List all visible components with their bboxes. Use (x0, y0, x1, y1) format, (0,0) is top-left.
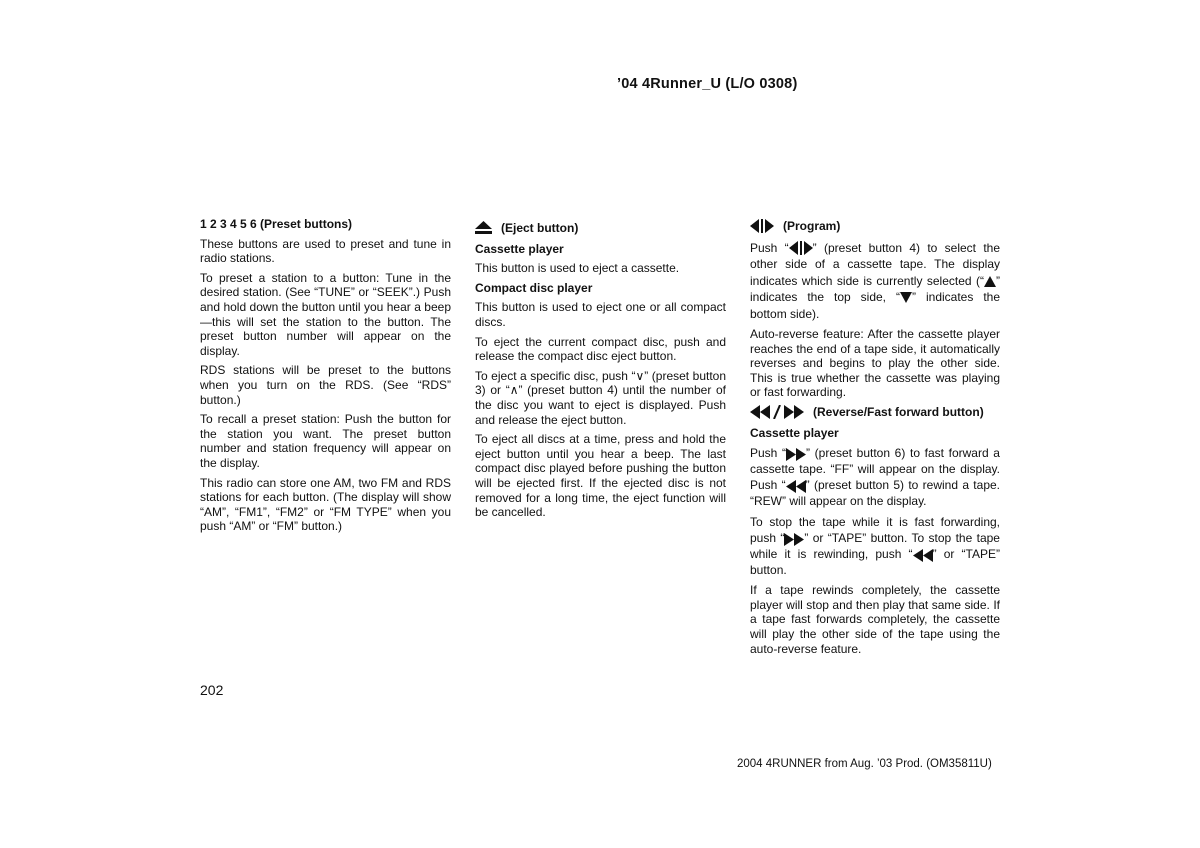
program-icon (750, 219, 774, 233)
triangle-down-icon (900, 292, 912, 303)
paragraph: If a tape rewinds completely, the cassette player will stop and then play that same side. If a tape fast forwards completely, the cassette will play the other side of the tape using the auto-reverse feature. (750, 583, 1000, 656)
paragraph: To stop the tape while it is fast forwarding, push “ ” or “TAPE” button. To stop the tape while it is rewinding, push “ ” or “TAPE” button. (750, 515, 1001, 578)
reverse-heading-label: (Reverse/Fast forward button) (813, 405, 984, 420)
rewind-icon (913, 549, 933, 562)
up-symbol: ∧ (509, 383, 519, 398)
paragraph: This radio can store one AM, two FM and RDS stations for each button. (The display will show “AM”, “FM1”, “FM2” or “FM TYPE” when you push “AM” or “FM” button.) (200, 475, 451, 534)
rewind-icon (786, 480, 806, 493)
cassette-player-subheading: Cassette player (750, 425, 839, 440)
footer: 2004 4RUNNER from Aug. ’03 Prod. (OM35811U) (737, 758, 992, 770)
paragraph: This button is used to eject a cassette. (475, 261, 680, 276)
eject-heading-label: (Eject button) (501, 221, 579, 235)
column-preset-buttons (200, 217, 451, 539)
paragraph: Push “ ” (preset button 4) to select the other side of a cassette tape. The display indicates which side is currently selected (“ ” indicates the top side, “ ” indicates the bottom side). (750, 240, 1000, 321)
running-header: ’04 4Runner_U (L/O 0308) (617, 76, 798, 92)
fast-forward-icon (786, 448, 806, 461)
program-icon (789, 241, 813, 255)
eject-button-heading (475, 221, 726, 236)
paragraph: To eject the current compact disc, push and release the compact disc eject button. (475, 334, 726, 364)
down-symbol: ∨ (635, 368, 645, 383)
preset-buttons-heading: 1 2 3 4 5 6 (Preset buttons) (200, 217, 353, 231)
program-heading-label: (Program) (783, 219, 841, 233)
page-number: 202 (200, 682, 224, 698)
paragraph: RDS stations will be preset to the buttons when you turn on the RDS. (See “RDS” button.) (200, 363, 451, 407)
cassette-player-subheading: Cassette player (475, 241, 564, 256)
paragraph: To eject all discs at a time, press and hold the eject button until you hear a beep. The last compact disc played before pushing the button will be ejected first. If the ejected disc is not removed for a long time, the eject function will be cancelled. (475, 432, 726, 520)
column-program-reverse (750, 219, 1000, 661)
rewind-fast-forward-icon (750, 405, 804, 419)
triangle-up-icon (984, 276, 996, 287)
fast-forward-icon (784, 533, 804, 546)
eject-icon (475, 221, 492, 235)
reverse-fast-forward-heading (750, 405, 1000, 420)
paragraph: To eject a specific disc, push “∨” (preset button 3) or “∧” (preset button 4) until the number of the disc you want to eject is displayed. Push and release the eject button. (475, 368, 727, 427)
column-eject-button (475, 221, 726, 525)
paragraph: To preset a station to a button: Tune in the desired station. (See “TUNE” or “SEEK”.) Push and hold down the button until you hear a beep—this will set the station to the button. The preset button number will appear on the display. (200, 270, 451, 358)
compact-disc-player-subheading: Compact disc player (475, 280, 593, 295)
paragraph: Push “ ” (preset button 6) to fast forward a cassette tape. “FF” will appear on the display. Push “ ” (preset button 5) to rewind a tape. “REW” will appear on the display. (750, 446, 1000, 509)
paragraph: These buttons are used to preset and tune in radio stations. (200, 236, 451, 266)
program-heading (750, 219, 1000, 234)
paragraph: To recall a preset station: Push the button for the station you want. The preset button number and station frequency will appear on the display. (200, 412, 451, 470)
paragraph: This button is used to eject one or all compact discs. (475, 300, 726, 329)
paragraph: Auto-reverse feature: After the cassette player reaches the end of a tape side, it automatically reverses and begins to play the other side. This is true whether the cassette was playing or fast forwarding. (750, 327, 1000, 400)
